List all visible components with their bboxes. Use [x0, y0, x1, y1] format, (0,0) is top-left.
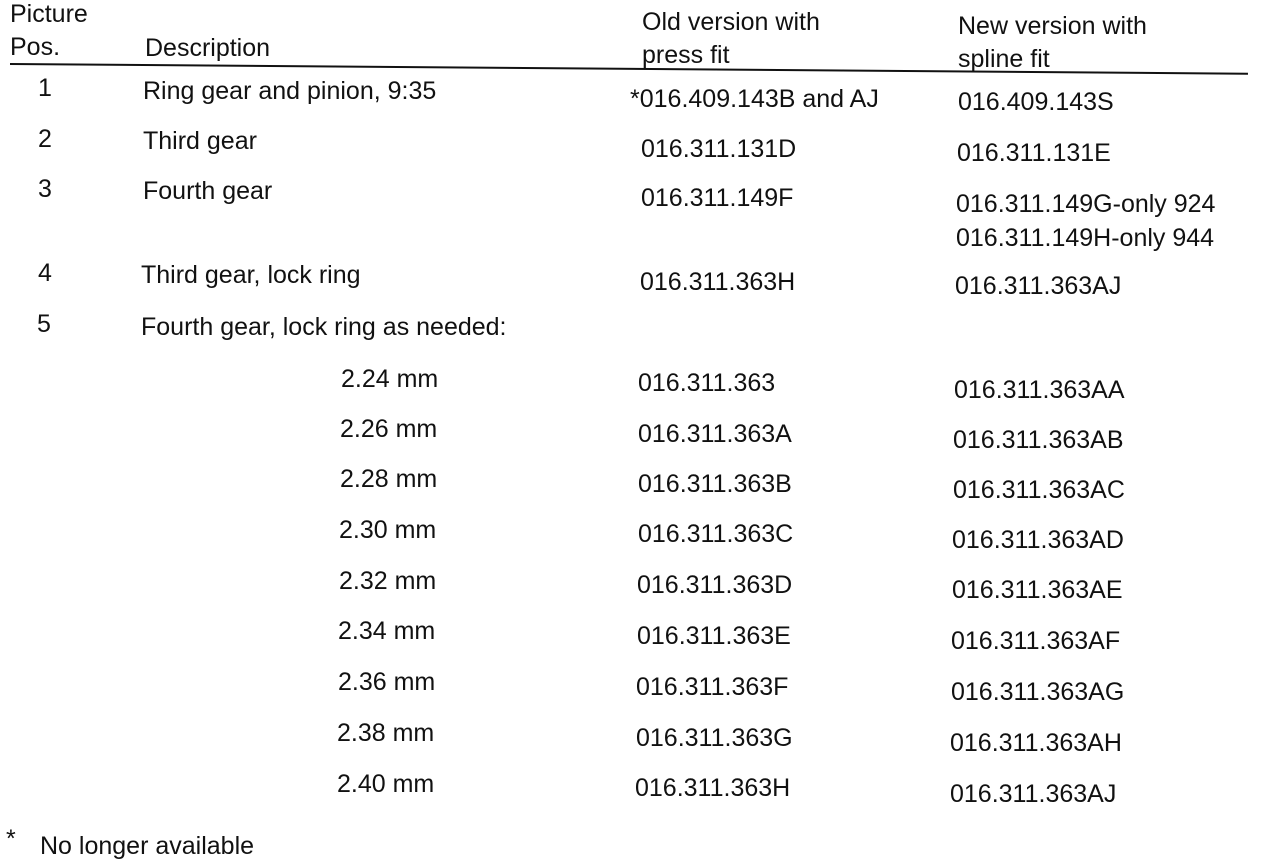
row-3-new-extra: 016.311.149H-only 944	[956, 224, 1215, 252]
row-4-new: 016.311.363AJ	[955, 272, 1122, 300]
size-row-label: 2.30 mm	[339, 516, 437, 544]
footnote-text: No longer available	[40, 832, 255, 860]
size-row-old: 016.311.363G	[636, 724, 793, 752]
row-1-description: Ring gear and pinion, 9:35	[143, 77, 437, 105]
row-2-pos: 2	[38, 125, 52, 153]
size-row-label: 2.32 mm	[339, 567, 437, 595]
size-row-label: 2.28 mm	[340, 465, 438, 493]
row-2-old: 016.311.131D	[641, 135, 797, 163]
size-row-label: 2.34 mm	[338, 617, 436, 645]
header-picture-pos-line2: Pos.	[10, 33, 61, 61]
header-new-version-line1: New version with	[958, 12, 1147, 40]
size-row-old: 016.311.363	[638, 369, 776, 397]
row-3-new: 016.311.149G-only 924	[956, 190, 1216, 218]
size-row-new: 016.311.363AA	[954, 376, 1125, 404]
header-old-version-line2: press fit	[642, 41, 730, 69]
size-row-label: 2.26 mm	[340, 415, 438, 443]
size-row-old: 016.311.363A	[638, 420, 792, 448]
size-row-new: 016.311.363AC	[953, 476, 1125, 504]
size-row-old: 016.311.363D	[637, 571, 793, 599]
header-description: Description	[145, 34, 271, 62]
size-row-old: 016.311.363F	[636, 673, 789, 701]
header-new-version-line2: spline fit	[958, 45, 1050, 73]
row-3-pos: 3	[38, 175, 52, 203]
size-row-new: 016.311.363AG	[951, 678, 1125, 706]
row-2-description: Third gear	[143, 127, 257, 155]
size-row-new: 016.311.363AJ	[950, 780, 1117, 808]
size-row-label: 2.40 mm	[337, 770, 435, 798]
size-row-old: 016.311.363E	[637, 622, 791, 650]
row-5-description: Fourth gear, lock ring as needed:	[141, 313, 507, 341]
row-4-description: Third gear, lock ring	[141, 261, 361, 289]
row-2-new: 016.311.131E	[957, 139, 1111, 167]
size-row-label: 2.24 mm	[341, 365, 439, 393]
row-4-pos: 4	[38, 259, 52, 287]
row-4-old: 016.311.363H	[640, 268, 796, 296]
row-1-old: *016.409.143B and AJ	[630, 85, 879, 113]
row-3-old: 016.311.149F	[641, 184, 794, 212]
row-1-new: 016.409.143S	[958, 88, 1114, 116]
size-row-old: 016.311.363H	[635, 774, 791, 802]
header-old-version-line1: Old version with	[642, 8, 820, 36]
footnote-marker: *	[6, 825, 16, 853]
row-3-description: Fourth gear	[143, 177, 273, 205]
size-row-new: 016.311.363AB	[953, 426, 1124, 454]
header-picture-pos-line1: Picture	[10, 0, 88, 28]
size-row-label: 2.38 mm	[337, 719, 435, 747]
size-row-new: 016.311.363AD	[952, 526, 1124, 554]
header-divider	[10, 63, 1248, 75]
size-row-new: 016.311.363AE	[952, 576, 1123, 604]
size-row-new: 016.311.363AH	[950, 729, 1122, 757]
row-1-pos: 1	[38, 74, 52, 102]
row-5-pos: 5	[37, 310, 51, 338]
size-row-new: 016.311.363AF	[951, 627, 1121, 655]
size-row-label: 2.36 mm	[338, 668, 436, 696]
size-row-old: 016.311.363B	[638, 470, 792, 498]
size-row-old: 016.311.363C	[638, 520, 794, 548]
